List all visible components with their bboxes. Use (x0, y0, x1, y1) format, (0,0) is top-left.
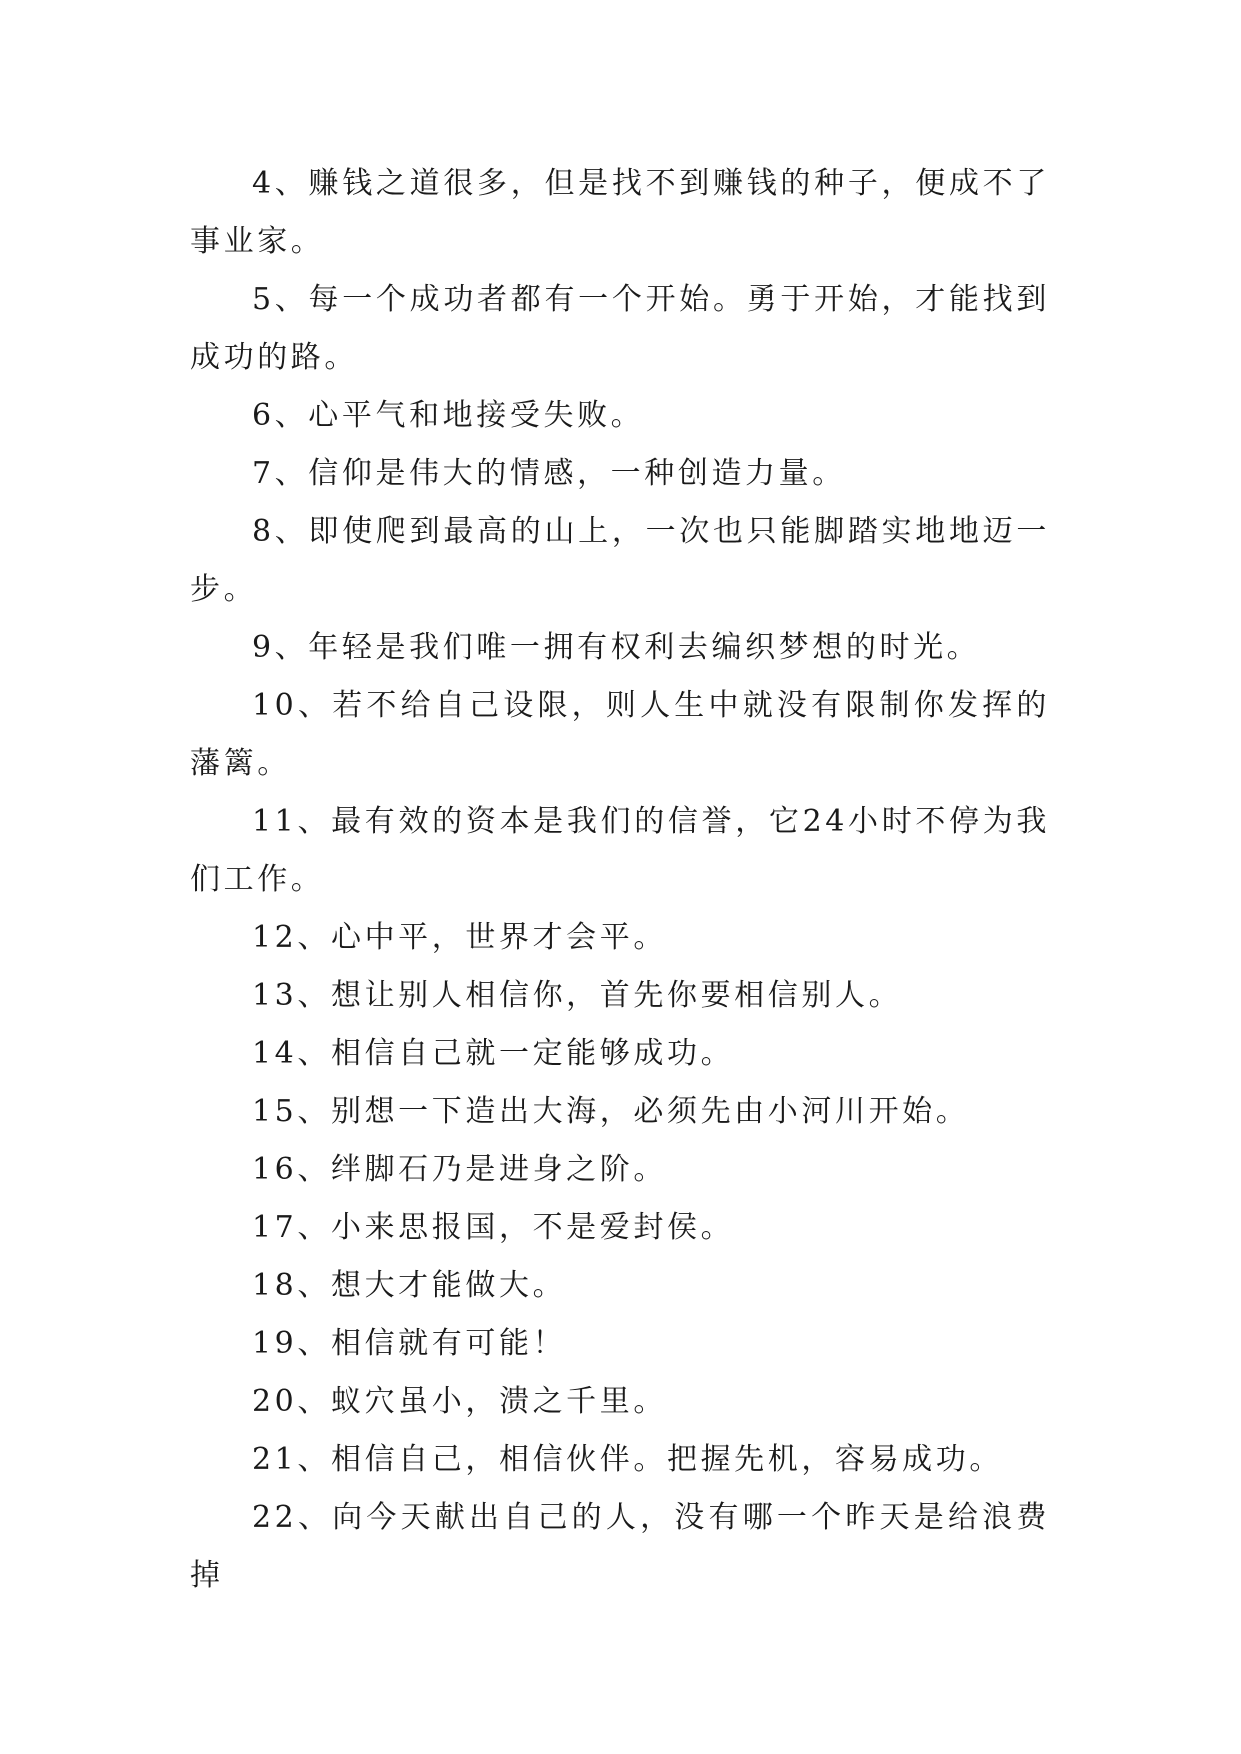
paragraph-14: 14、相信自己就一定能够成功。 (252, 1036, 735, 1071)
paragraph-15: 15、别想一下造出大海，必须先由小河川开始。 (252, 1094, 970, 1129)
paragraph-8: 8、即使爬到最高的山上，一次也只能脚踏实地地迈一步。 (190, 514, 1050, 607)
paragraph-20: 20、蚁穴虽小，溃之千里。 (252, 1384, 667, 1419)
paragraph-13: 13、想让别人相信你，首先你要相信别人。 (252, 978, 903, 1013)
paragraph-18: 18、想大才能做大。 (252, 1268, 567, 1303)
paragraph-21: 21、相信自己，相信伙伴。把握先机，容易成功。 (252, 1442, 1003, 1477)
paragraph-7: 7、信仰是伟大的情感，一种创造力量。 (252, 456, 846, 491)
paragraph-22: 22、向今天献出自己的人，没有哪一个昨天是给浪费掉 (190, 1500, 1050, 1593)
paragraph-16: 16、绊脚石乃是进身之阶。 (252, 1152, 667, 1187)
paragraph-19: 19、相信就有可能！ (252, 1326, 567, 1361)
paragraph-4: 4、赚钱之道很多，但是找不到赚钱的种子，便成不了事业家。 (190, 166, 1050, 259)
document-body (190, 155, 1050, 1605)
paragraph-5: 5、每一个成功者都有一个开始。勇于开始，才能找到成功的路。 (190, 282, 1050, 375)
paragraph-17: 17、小来思报国，不是爱封侯。 (252, 1210, 735, 1245)
paragraph-11: 11、最有效的资本是我们的信誉，它24小时不停为我们工作。 (190, 804, 1050, 897)
paragraph-9: 9、年轻是我们唯一拥有权利去编织梦想的时光。 (252, 630, 981, 665)
paragraph-6: 6、心平气和地接受失败。 (252, 398, 645, 433)
paragraph-10: 10、若不给自己设限，则人生中就没有限制你发挥的藩篱。 (190, 688, 1050, 781)
paragraph-12: 12、心中平，世界才会平。 (252, 920, 667, 955)
